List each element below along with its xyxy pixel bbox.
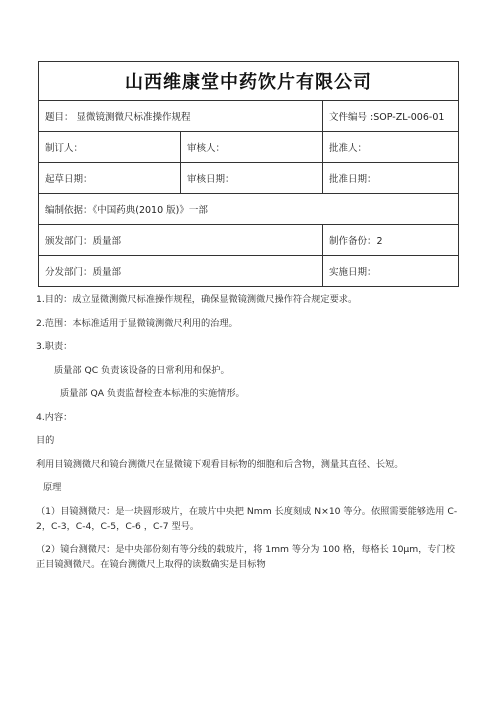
purpose-paragraph: 1.目的：成立显微测微尺标准操作规程，确保显微镜测微尺操作符合规定要求。 — [36, 294, 358, 305]
effective-date-cell: 实施日期： — [323, 256, 459, 287]
draft-date-cell: 起草日期： — [39, 163, 181, 194]
review-date-cell: 审核日期： — [181, 163, 323, 194]
qc-duty: 质量部 QC 负责该设备的日常利用和保护。 — [54, 364, 230, 376]
subject-value: 显微镜测微尺标准操作规程 — [76, 112, 191, 123]
approve-date-cell: 批准日期： — [323, 163, 459, 194]
header-table — [38, 61, 459, 287]
eyepiece-micrometer-text: （1）目镜测微尺：是一块圆形玻片，在玻片中央把 Nmm 长度刻成 N×10 等分。依照需要能够选用 C-2，C-3，C-4，C-5，C-6 ，C-7 型号。 — [36, 505, 458, 532]
stage-micrometer-text: （2）镜台测微尺：是中央部份刻有等分线的载玻片，将 1mm 等分为 100 格，每格长 10μm，专门校正目镜测微尺。在镜台测微尺上取得的读数确实是目标物 — [36, 544, 455, 570]
dist-dept-cell: 分发部门：质量部 — [39, 256, 323, 287]
company-title: 山西维康堂中药饮片有限公司 — [39, 62, 459, 101]
content-heading: 4.内容： — [36, 411, 73, 423]
doc-number-cell — [323, 101, 459, 132]
qa-duty: 质量部 QA 负责监督检查本标准的实施情形。 — [60, 388, 245, 399]
doc-number-label: 文件编号 — [329, 112, 368, 123]
issue-dept-cell: 颁发部门：质量部 — [39, 225, 323, 256]
subject-cell — [39, 101, 323, 132]
approved-by-cell: 批准人： — [323, 132, 459, 163]
document-body — [36, 292, 464, 581]
scope-paragraph: 2.范围：本标准适用于显微镜测微尺利用的治理。 — [36, 317, 238, 329]
duties-heading: 3.职责： — [36, 341, 73, 352]
copies-cell: 制作备份：2 — [323, 225, 459, 256]
doc-number-value: :SOP-ZL-006-01 — [370, 112, 445, 123]
drafted-by-cell: 制订人： — [39, 132, 181, 163]
aim-text: 利用目镜测微尺和镜台测微尺在显微镜下观看目标物的细胞和后含物，测量其直径、长短。 — [36, 458, 404, 470]
subject-label: 题目： — [45, 112, 74, 123]
basis-cell: 编制依据：《中国药典(2010 版)》一部 — [39, 194, 459, 225]
principle-heading: 原理 — [43, 482, 62, 493]
reviewed-by-cell: 审核人： — [181, 132, 323, 163]
aim-heading: 目的 — [36, 435, 55, 446]
